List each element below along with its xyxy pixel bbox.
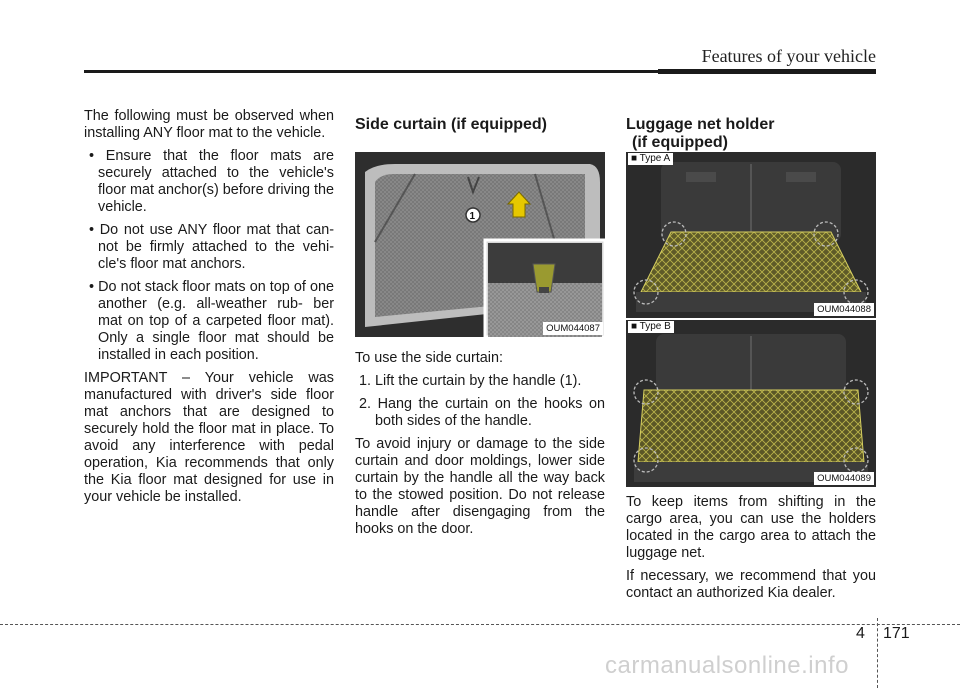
caution-paragraph: To avoid injury or damage to the side curtain and door moldings, lower side curtain by the handle all the way back to the stowed position. Do not release handle after disengaging from the hooks on the door. (355, 436, 605, 537)
side-curtain-illustration (355, 152, 605, 337)
section-title: Features of your vehicle (701, 46, 876, 66)
bullet-item: • Do not stack floor mats on top of one another (e.g. all-weather rub- ber mat on top of a carpeted floor mat). Only a single floor mat should be installed in each position. (89, 279, 334, 363)
cargo-net-type-a-illustration (626, 152, 876, 318)
step-item: 1. Lift the curtain by the handle (1). (359, 373, 582, 389)
chapter-number: 4 (856, 625, 865, 642)
column-luggage-net (626, 112, 876, 152)
luggage-net-text (626, 494, 876, 608)
figure-code: OUM044088 (814, 303, 874, 316)
bullet-item: • Do not use ANY floor mat that can- not be firmly attached to the vehi- cle's floor mat anchors. (89, 222, 335, 272)
column-floor-mats (84, 108, 334, 512)
figure-code: OUM044089 (814, 472, 874, 485)
important-paragraph: IMPORTANT – Your vehicle was manufactured with driver's side floor mat anchors that are designed to securely hold the floor mat in place. To avoid any interference with pedal operation, Kia recommends that only the Kia floor mat designed for use in your vehicle be installed. (84, 370, 334, 505)
step-item: 2. Hang the curtain on the hooks on both sides of the handle. (359, 396, 605, 429)
figure-code: OUM044087 (543, 322, 603, 335)
footer-rule (0, 624, 960, 625)
heading-luggage-net: Luggage net holder (if equipped) (626, 116, 775, 151)
page-separator (877, 618, 879, 688)
luggage-net-figure-type-b (626, 318, 876, 487)
column-side-curtain (355, 112, 605, 134)
header-rule-accent (658, 69, 876, 74)
bullet-item: • Ensure that the floor mats are securely attached to the vehicle's floor mat anchor(s) before driving the vehicle. (89, 148, 334, 215)
steps-intro: To use the side curtain: (355, 350, 503, 366)
luggage-net-paragraph: To keep items from shifting in the cargo area, you can use the holders located in the cargo area to attach the luggage net. (626, 494, 876, 561)
intro-paragraph: The following must be observed when installing ANY floor mat to the vehicle. (84, 108, 334, 141)
side-curtain-instructions (355, 350, 605, 544)
page-number: 171 (883, 625, 910, 642)
type-a-label: ■ Type A (628, 153, 673, 165)
side-curtain-figure (355, 152, 605, 337)
cargo-net-type-b-illustration (626, 320, 876, 487)
watermark: carmanualsonline.info (605, 652, 849, 679)
luggage-net-figure-type-a (626, 152, 876, 318)
callout-number: 1 (469, 211, 476, 222)
dealer-paragraph: If necessary, we recommend that you contact an authorized Kia dealer. (626, 568, 876, 601)
type-b-label: ■ Type B (628, 321, 674, 333)
heading-side-curtain: Side curtain (if equipped) (355, 116, 548, 133)
